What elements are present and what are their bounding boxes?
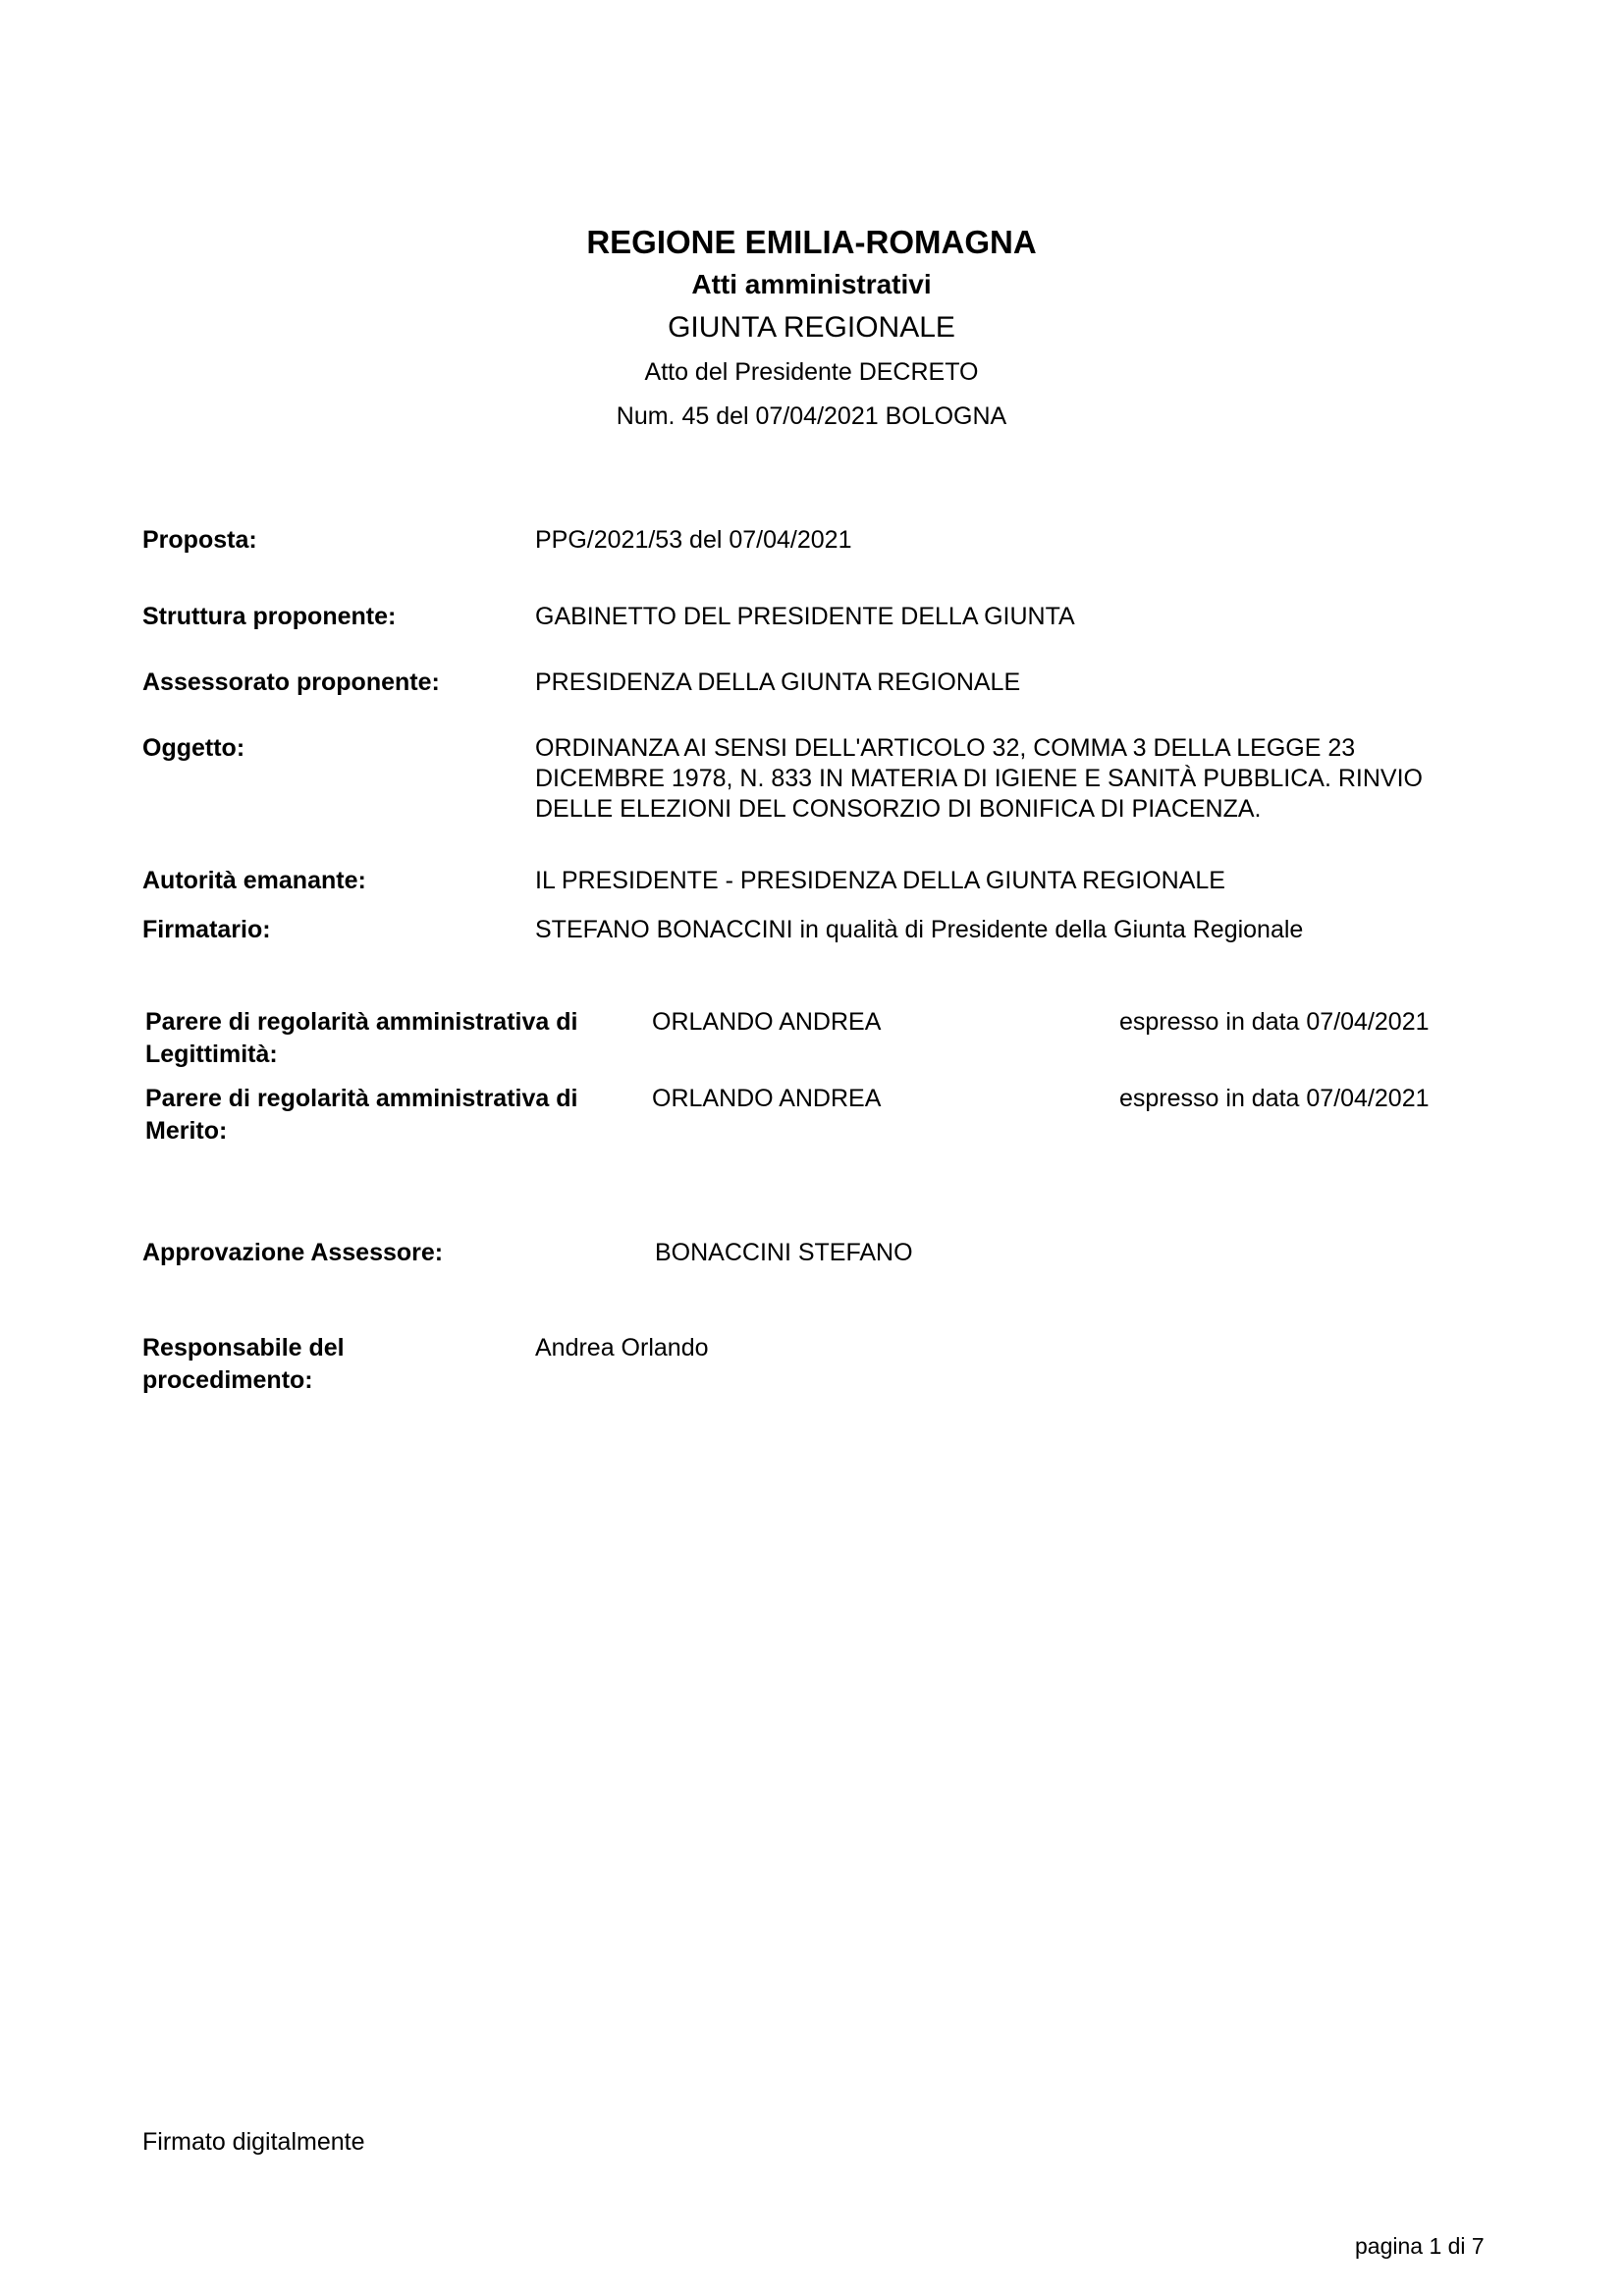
- region-title: REGIONE EMILIA-ROMAGNA: [586, 224, 1037, 260]
- approvazione-value: BONACCINI STEFANO: [655, 1239, 913, 1266]
- firmatario-value: STEFANO BONACCINI in qualità di Presidente della Giunta Regionale: [535, 916, 1304, 943]
- approvazione-label: Approvazione Assessore:: [142, 1239, 444, 1266]
- responsabile-label-line: Responsabile del: [142, 1334, 345, 1362]
- assessorato-label: Assessorato proponente:: [142, 668, 440, 696]
- oggetto-value: [535, 733, 1423, 825]
- parere-legittimita-date: espresso in data 07/04/2021: [1119, 1008, 1430, 1036]
- proposta-label: Proposta:: [142, 526, 257, 554]
- document-category: Atti amministrativi: [691, 269, 932, 299]
- act-number-line: Num. 45 del 07/04/2021 BOLOGNA: [616, 402, 1007, 430]
- parere-legittimita-label: [145, 1006, 577, 1071]
- parere-merito-label: [145, 1083, 577, 1148]
- oggetto-line: ORDINANZA AI SENSI DELL'ARTICOLO 32, COMMA 3 DELLA LEGGE 23: [535, 734, 1356, 762]
- oggetto-line: DELLE ELEZIONI DEL CONSORZIO DI BONIFICA DI PIACENZA.: [535, 795, 1262, 823]
- parere-merito-date: espresso in data 07/04/2021: [1119, 1085, 1430, 1112]
- struttura-label: Struttura proponente:: [142, 603, 397, 630]
- issuing-body: GIUNTA REGIONALE: [668, 311, 955, 344]
- autorita-value: IL PRESIDENTE - PRESIDENZA DELLA GIUNTA REGIONALE: [535, 867, 1225, 894]
- responsabile-value: Andrea Orlando: [535, 1334, 709, 1362]
- parere-legittimita-name: ORLANDO ANDREA: [652, 1008, 882, 1036]
- parere-label-line: Parere di regolarità amministrativa di: [145, 1085, 578, 1112]
- autorita-label: Autorità emanante:: [142, 867, 366, 894]
- page-number: pagina 1 di 7: [1355, 2233, 1485, 2259]
- oggetto-label: Oggetto:: [142, 734, 245, 762]
- proposta-value: PPG/2021/53 del 07/04/2021: [535, 526, 852, 554]
- responsabile-label-line: procedimento:: [142, 1366, 313, 1394]
- act-type: Atto del Presidente DECRETO: [644, 358, 979, 386]
- responsabile-label: [142, 1332, 345, 1397]
- parere-label-line: Merito:: [145, 1117, 228, 1145]
- digital-signature-note: Firmato digitalmente: [142, 2128, 365, 2156]
- oggetto-line: DICEMBRE 1978, N. 833 IN MATERIA DI IGIENE E SANITÀ PUBBLICA. RINVIO: [535, 765, 1423, 792]
- parere-merito-name: ORLANDO ANDREA: [652, 1085, 882, 1112]
- parere-label-line: Legittimità:: [145, 1041, 278, 1068]
- parere-label-line: Parere di regolarità amministrativa di: [145, 1008, 578, 1036]
- struttura-value: GABINETTO DEL PRESIDENTE DELLA GIUNTA: [535, 603, 1075, 630]
- assessorato-value: PRESIDENZA DELLA GIUNTA REGIONALE: [535, 668, 1021, 696]
- firmatario-label: Firmatario:: [142, 916, 271, 943]
